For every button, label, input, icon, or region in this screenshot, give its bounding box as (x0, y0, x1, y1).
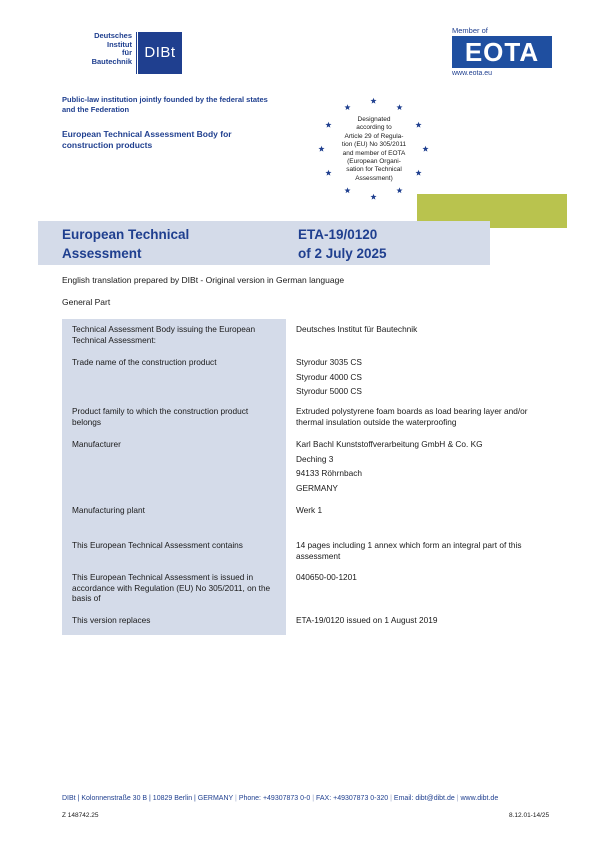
footer-fax: FAX: +49307873 0-320 (315, 795, 389, 802)
info-row-label: This version replaces (72, 615, 151, 625)
info-value-line: Werk 1 (296, 505, 323, 515)
eu-star-icon (344, 104, 350, 110)
info-value-line: Deutsches Institut für Bautechnik (296, 324, 418, 334)
eu-star-icon (415, 122, 421, 128)
dibt-logo-text (62, 32, 132, 66)
footer-reference: Z 148742.25 (62, 812, 99, 819)
info-value-line: Styrodur 5000 CS (296, 386, 362, 397)
eu-star-icon (415, 170, 421, 176)
footer-separator: | (312, 795, 315, 802)
eota-logo: EOTA (452, 36, 552, 68)
public-law-statement: Public-law institution jointly founded by the federal states and the Federation (62, 95, 268, 114)
footer-separator: | (456, 795, 459, 802)
designation-line: sation for Technical (346, 166, 402, 174)
dibt-logo-divider (136, 32, 137, 74)
info-value-line: 14 pages including 1 annex which form an integral part of this assessment (296, 540, 522, 561)
info-value-line: ETA-19/0120 issued on 1 August 2019 (296, 615, 438, 625)
info-value-line: Styrodur 4000 CS (296, 371, 362, 382)
info-row-label: This European Technical Assessment contains (72, 540, 243, 550)
footer-phone: Phone: +49307873 0-0 (238, 795, 311, 802)
info-row-value (296, 406, 552, 427)
document-title (62, 225, 262, 263)
dibt-logo-line: Institut (107, 39, 132, 49)
dibt-logo (62, 32, 182, 78)
eota-url: www.eota.eu (452, 70, 493, 77)
info-row-label: Trade name of the construction product (72, 357, 217, 367)
eta-date: of 2 July 2025 (298, 246, 387, 261)
eu-star-icon (370, 194, 376, 200)
eu-star-icon (318, 146, 324, 152)
document-number (298, 225, 488, 263)
info-row-value (296, 615, 556, 626)
info-row-value (296, 540, 552, 561)
info-value-line: Styrodur 3035 CS (296, 357, 362, 367)
designation-line: Assessment) (355, 174, 393, 182)
info-row-label: This European Technical Assessment is issued in accordance with Regulation (EU) No 305/2011, on the basis of (72, 572, 271, 604)
info-row-label: Product family to which the construction product belongs (72, 406, 249, 427)
info-row-value (296, 355, 556, 399)
footer-website[interactable]: www.dibt.de (460, 795, 499, 802)
info-row-value (296, 324, 556, 335)
eu-star-icon (325, 122, 331, 128)
translation-note: English translation prepared by DIBt - Original version in German language (62, 275, 345, 285)
info-row-value (296, 572, 556, 583)
info-row-value (296, 505, 556, 516)
dibt-logo-line: für (122, 48, 132, 58)
dibt-logo-mark: DIBt (138, 32, 182, 74)
designation-line: tion (EU) No 305/2011 (341, 141, 407, 149)
eu-star-icon (370, 98, 376, 104)
info-value-line: GERMANY (296, 482, 338, 493)
footer-contact (62, 795, 562, 802)
info-row-label: Manufacturer (72, 439, 121, 449)
info-value-line: 040650-00-1201 (296, 572, 357, 582)
designation-line: Article 29 of Regula- (344, 132, 404, 140)
designation-line: according to (356, 124, 392, 132)
document-title-line: Assessment (62, 246, 142, 261)
eu-star-icon (396, 187, 402, 193)
footer-address: DIBt | Kolonnenstraße 30 B | 10829 Berlin | GERMANY (62, 795, 234, 802)
footer-email[interactable]: Email: dibt@dibt.de (393, 795, 455, 802)
dibt-logo-line: Bautechnik (91, 56, 132, 66)
eta-number: ETA-19/0120 (298, 227, 378, 242)
info-value-line: Deching 3 (296, 453, 334, 464)
eota-member-label: Member of (452, 26, 488, 35)
designation-line: (European Organi- (347, 158, 401, 166)
footer-separator: | (390, 795, 392, 802)
eu-star-icon (422, 146, 428, 152)
info-row-label: Technical Assessment Body issuing the European Technical Assessment: (72, 324, 256, 345)
eu-star-icon (344, 187, 350, 193)
designation-line: and member of EOTA (342, 149, 406, 157)
dibt-logo-line: Deutsches (94, 31, 132, 40)
designation-statement (333, 116, 415, 183)
info-row-value (296, 437, 556, 495)
section-heading: General Part (62, 297, 111, 307)
info-value-line: Karl Bachl Kunststoffverarbeitung GmbH & Co. KG (296, 439, 483, 449)
eu-star-icon (325, 170, 331, 176)
tab-body-statement: European Technical Assessment Body for construction products (62, 129, 232, 150)
footer-document-code: 8.12.01-14/25 (509, 812, 550, 819)
designation-line: Designated (357, 116, 391, 123)
footer-separator: | (235, 795, 237, 802)
eu-star-icon (396, 104, 402, 110)
document-title-line: European Technical (62, 227, 190, 242)
info-row-label: Manufacturing plant (72, 505, 145, 515)
info-value-line: Extruded polystyrene foam boards as load bearing layer and/or thermal insulation outside the waterproofing (296, 406, 528, 427)
info-value-line: 94133 Röhrnbach (296, 468, 362, 479)
